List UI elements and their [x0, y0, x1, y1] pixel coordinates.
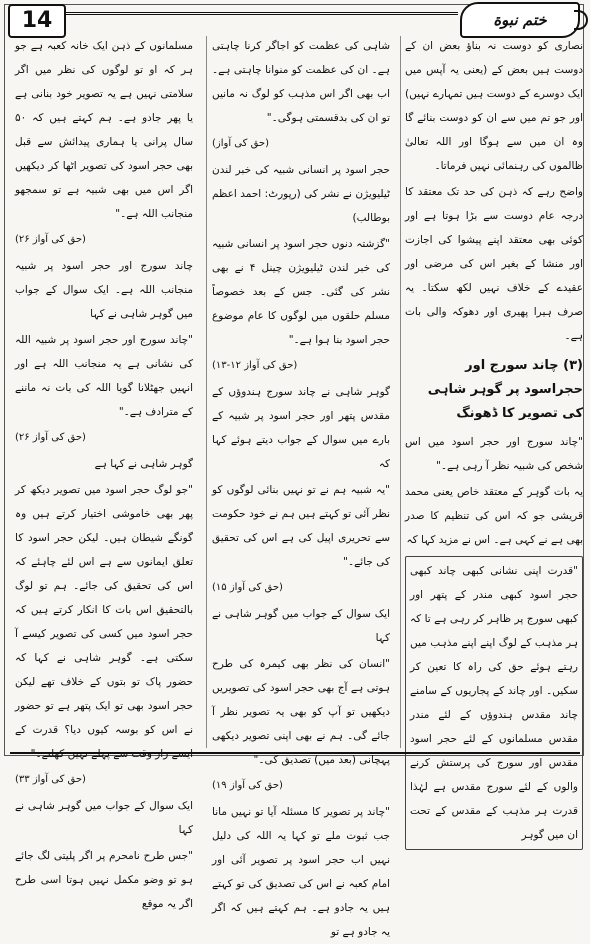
magazine-title-logo: ختم نبوة: [460, 2, 580, 38]
paragraph: واضح رہے کہ ذہن کی حد تک معتقد کا درجہ عام دوست سے بڑا ہوتا ہے اور کوئی بھی معتقد اپنے پیشوا کی اجازت اور منشا کے بغیر اس کی مرضی اور عقیدے کے خلاف نہیں لکھ سکتا۔ یہ صرف ہیرا پھیری اور دھوکہ والی بات ہے۔: [405, 186, 583, 342]
reference: (حق کی آواز ۱۲-۱۳): [212, 360, 298, 371]
quote-paragraph: "چاند پر تصویر کا مسئلہ آیا تو نہیں مانا جب ثبوت ملے تو کہا یہ اللہ کی دلیل نہیں اب حجر اسود پر تصویر آئی اور امام کعبہ نے اس کی تصدیق کی تو کہتے ہیں یہ جادو ہے۔ ہم کہتے ہیں کہ اگر یہ جادو ہے تو: [212, 806, 390, 938]
footer-rule: [10, 752, 580, 754]
left-column: [15, 34, 193, 910]
logo-flourish: [574, 10, 588, 30]
reference: (حق کی آواز ۲۶): [15, 234, 86, 245]
paragraph: گوہر شاہی نے چاند سورج ہندوؤں کے مقدس پتھر اور حجر اسود پر شبیہ کے بارے میں سوال کے جواب دیتے ہوئے کہا کہ: [212, 386, 390, 470]
reference: (حق کی آواز ۱۹): [212, 780, 283, 791]
header-rule: [64, 12, 458, 15]
quote-paragraph: "جس طرح نامحرم پر اگر پلیتی لگ جائے ہو تو وضو مکمل نہیں ہوتا اسی طرح اگر یہ موقع: [15, 850, 193, 910]
quote-paragraph: "چاند سورج اور حجر اسود میں اس شخص کی شبیہ نظر آ رہی ہے۔": [405, 436, 583, 472]
middle-column: [212, 34, 390, 938]
paragraph: گوہر شاہی نے کہا ہے: [94, 458, 193, 470]
boxed-quote: "قدرت اپنی نشانی کبھی چاند کبھی حجر اسود کبھی مندر کے پتھر اور کبھی سورج پر ظاہر کر رہی ہے تا کہ ہر مذہب کے لوگ اپنے اپنے مذہب میں رہتے ہوئے حق کی راہ کا تعین کر سکیں۔ اور چاند کے پجاریوں کے سامنے چاند مقدس ہندوؤں کے لئے مندر مقدس مسلمانوں کے لئے حجر اسود مقدس اور سورج کی پرستش کرنے والوں کے لئے سورج مقدس ہے لہٰذا قدرت ہر مذہب کے مقدس کے تحت ان میں گوہر: [405, 556, 583, 850]
right-column: [405, 34, 583, 841]
column-separator: [206, 36, 207, 748]
section-heading: (۳) چاند سورج اور حجراسود پر گوہر شاہی کی تصویر کا ڈھونگ: [427, 358, 583, 421]
paragraph: مسلمانوں کے ذہن ایک خانہ کعبہ ہے جو ہر کہ او تو لوگوں کی نظر میں اگر سلامتی نہیں ہے یہ تصویر خود بنانی ہے یا پھر جادو ہے۔ ہم کہتے ہیں کہ ۵۰ سال پرانی یا ہماری پیدائش سے قبل بھی حجر اسود کی تصویر اٹھا کر دیکھیں اگر اس میں بھی شبیہ ہے تو سمجھو منجانب اللہ ہے۔": [15, 40, 193, 220]
paragraph: ایک سوال کے جواب میں گوہر شاہی نے کہا: [15, 800, 193, 836]
quote-paragraph: "جو لوگ حجر اسود میں تصویر دیکھ کر پھر بھی خاموشی اختیار کرتے ہیں وہ گونگے شیطان ہیں۔ لیکن حجر اسود کا تعلق ایمانوں سے ہے اس لئے چاہئے کہ اس کی تحقیق کی جائے۔ ہم تو لوگ بالتحقیق اس بات کا انکار کرتے ہیں کہ حجر اسود میں کسی کی تصویر کیسے آ سکتی ہے۔ گوہر شاہی نے کہا کہ حضور پاک تو بتوں کے خلاف تھے لیکن حجر اسود بھی تو ایک پتھر ہے تو حضور نے اس کو بوسہ کیوں دیا؟ قدرت کے ایسے راز وقت سے پہلے نہیں کھلتے۔": [15, 484, 193, 760]
paragraph: حجر اسود پر انسانی شبیہ کی خبر لندن ٹیلیویژن نے نشر کی (رپورٹ: احمد اعظم بوطالب): [212, 164, 390, 224]
quote-paragraph: "یہ شبیہ ہم نے تو نہیں بنائی لوگوں کو نظر آئی تو کہتے ہیں ہم نے خود حکومت سے تحریری اپیل کی ہے اس کی تحقیق کی جائے۔": [212, 484, 390, 568]
quote-paragraph: "گزشتہ دنوں حجر اسود پر انسانی شبیہ کی خبر لندن ٹیلیویژن چینل ۴ نے بھی نشر کی گئی۔ جس کے بعد خصوصاً مسلم حلقوں میں لوگوں کا عام موضوع حجر اسود بنا ہوا ہے۔": [212, 238, 390, 346]
paragraph: نصاری کو دوست نہ بناؤ بعض ان کے دوست ہیں بعض کے (یعنی یہ آپس میں ایک دوسرے کے دوست ہیں تمہارے نہیں) اور جو تم میں سے ان کو دوست بنائے گا وہ ان میں سے ہوگا اور اللہ تعالیٰ ظالموں کی رہنمائی نہیں فرماتا۔: [405, 40, 583, 172]
paragraph: ایک سوال کے جواب میں گوہر شاہی نے کہا: [212, 608, 390, 644]
reference: (حق کی آواز ۲۶): [15, 432, 86, 443]
quote-paragraph: "چاند سورج اور حجر اسود پر شبیہ اللہ کی نشانی ہے یہ منجانب اللہ ہے اور انہیں جھٹلانا گویا اللہ کی بات نہ ماننے کے مترادف ہے۔": [15, 334, 193, 418]
reference: (حق کی آواز ۳۳): [15, 774, 86, 785]
paragraph: چاند سورج اور حجر اسود پر شبیہ منجانب اللہ ہے۔ ایک سوال کے جواب میں گوہر شاہی نے کہا: [15, 260, 193, 320]
quote-paragraph: "انسان کی نظر بھی کیمرہ کی طرح ہوتی ہے آج بھی حجر اسود کی تصویریں دیکھیں تو آپ کو بھی یہ تصویر نظر آ جائے گی۔ ہم نے بھی اپنی تصویر دیکھی پہچانی (بعد میں) تصدیق کی۔": [212, 658, 390, 766]
paragraph: شاہی کی عظمت کو اجاگر کرنا چاہتی ہے۔ ان کی عظمت کو منوانا چاہتی ہے۔ اب بھی اگر اس مذہب کو لوگ نہ مانیں تو ان کی بدقسمتی ہوگی۔": [212, 40, 390, 124]
column-separator: [400, 36, 401, 748]
page-number: 14: [8, 4, 66, 38]
reference: (حق کی آواز ۱۵): [212, 582, 283, 593]
reference: (حق کی آواز): [212, 138, 269, 149]
paragraph: یہ بات گوہر کے معتقد خاص یعنی محمد قریشی جو کہ اس کی تنظیم کا صدر بھی ہے نے کہی ہے۔ اس نے مزید کہا کہ: [405, 486, 583, 546]
